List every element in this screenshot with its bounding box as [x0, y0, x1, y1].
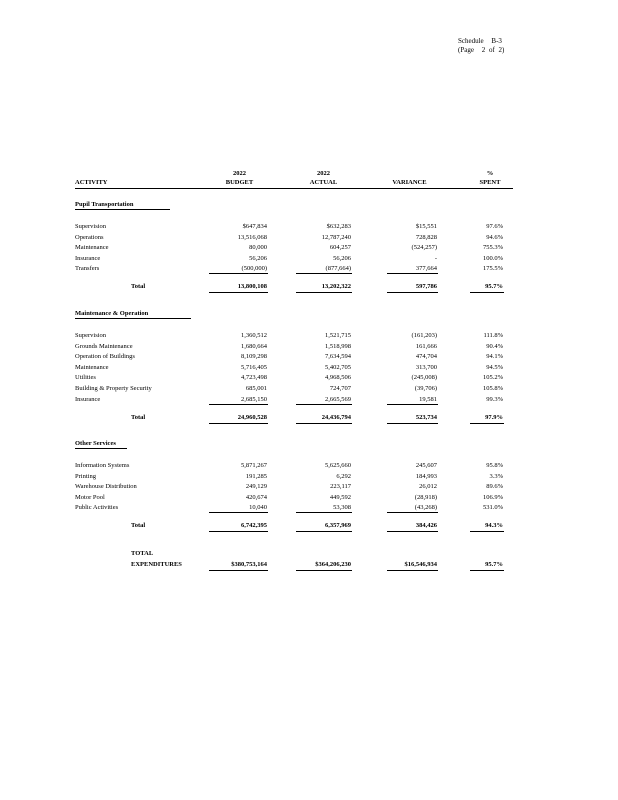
row-budget: 10,040 [249, 504, 267, 512]
row-budget: 4,723,498 [241, 374, 267, 382]
total-rule [209, 292, 268, 293]
subtotal-rule [387, 273, 438, 274]
page-total: 2) [498, 46, 505, 54]
row-actual: 56,206 [333, 254, 351, 262]
total-variance: 384,426 [415, 522, 437, 530]
row-variance: 19,581 [419, 395, 437, 403]
total-rule [470, 531, 504, 532]
section-title-underline [75, 209, 170, 210]
total-spent: 94.3% [485, 522, 503, 530]
row-variance: (245,008) [411, 374, 437, 382]
row-variance: (161,203) [411, 332, 437, 339]
column-budget-year: 2022 [233, 170, 246, 177]
subtotal-rule [209, 404, 268, 405]
grand-total-label: TOTAL [131, 550, 154, 557]
row-label: Maintenance [75, 244, 109, 252]
row-actual: 724,707 [329, 385, 351, 392]
row-variance: 184,993 [415, 472, 437, 480]
row-spent: 111.8% [483, 332, 503, 339]
row-actual: 4,968,506 [325, 374, 351, 382]
row-actual: 7,634,594 [325, 353, 351, 361]
row-budget: 1,680,664 [241, 342, 267, 350]
row-spent: 90.4% [486, 342, 503, 350]
row-spent: 3.3% [489, 472, 503, 480]
row-spent: 99.3% [486, 395, 503, 403]
schedule-id: B-3 [491, 37, 502, 45]
grand-total-rule [209, 570, 268, 571]
row-spent: 94.6% [486, 233, 503, 241]
row-variance: 26,012 [419, 483, 437, 491]
grand-total-rule [470, 570, 504, 571]
row-spent: 89.6% [486, 483, 503, 491]
column-actual: ACTUAL [309, 179, 338, 186]
row-budget: 685,001 [245, 385, 267, 392]
total-label: Total [131, 283, 146, 291]
total-spent: 95.7% [485, 283, 503, 291]
row-label: Motor Pool [75, 493, 105, 501]
total-label: Total [131, 413, 146, 421]
row-variance: 313,700 [415, 363, 437, 371]
row-budget: 8,109,298 [241, 353, 267, 361]
schedule-label: Schedule [458, 37, 484, 45]
row-budget: 5,716,405 [241, 363, 267, 371]
row-spent: 755.3% [482, 244, 503, 252]
header-rule [75, 188, 513, 189]
total-label: Total [131, 522, 146, 530]
total-rule [296, 292, 352, 293]
subtotal-rule [296, 273, 352, 274]
row-label: Supervision [75, 223, 107, 230]
total-rule [209, 531, 268, 532]
row-spent: 175.5% [482, 265, 503, 273]
total-variance: 597,786 [415, 283, 437, 291]
row-actual: $632,283 [326, 223, 351, 230]
grand-total-rule [387, 570, 438, 571]
total-rule [387, 423, 438, 424]
subtotal-rule [387, 512, 438, 513]
schedule-line [458, 37, 518, 46]
row-budget: 80,000 [249, 244, 267, 252]
row-spent: 94.5% [486, 363, 503, 371]
row-variance: (43,268) [414, 504, 437, 512]
row-variance: (28,918) [414, 493, 437, 501]
row-variance: 377,664 [415, 265, 437, 273]
total-rule [209, 423, 268, 424]
row-spent: 100.0% [482, 254, 503, 262]
page-label: (Page [458, 46, 474, 54]
total-rule [470, 423, 504, 424]
grand-total-rule [296, 570, 352, 571]
row-variance: 728,828 [415, 233, 437, 241]
row-label: Insurance [75, 395, 101, 403]
row-actual: 5,402,705 [325, 363, 351, 371]
total-rule [296, 423, 352, 424]
column-actual-year: 2022 [317, 170, 330, 177]
row-actual: 12,787,240 [321, 233, 351, 241]
column-spent-pct: % [486, 170, 494, 177]
row-label: Operations [75, 233, 104, 241]
row-label: Warehouse Distribution [75, 483, 137, 491]
section-title-underline [75, 448, 127, 449]
section-title: Maintenance & Operation [75, 310, 149, 317]
row-variance: $15,551 [415, 223, 437, 230]
row-budget: 249,129 [245, 483, 267, 491]
row-variance: (39,706) [414, 385, 437, 392]
row-spent: 106.9% [482, 493, 503, 501]
row-budget: 1,360,512 [241, 332, 267, 339]
row-variance: 245,607 [415, 462, 437, 469]
row-budget: 56,206 [249, 254, 267, 262]
row-variance: 474,704 [415, 353, 437, 361]
section-title-underline [75, 318, 191, 319]
row-label: Insurance [75, 254, 101, 262]
column-spent: SPENT [479, 179, 501, 186]
section-title: Other Services [75, 440, 116, 447]
row-actual: (877,664) [325, 265, 351, 273]
row-actual: 1,518,998 [325, 342, 351, 350]
row-variance: 161,666 [415, 342, 437, 350]
grand-total-label-2: EXPENDITURES [131, 561, 182, 568]
row-label: Operation of Buildings [75, 353, 135, 361]
total-rule [387, 292, 438, 293]
row-actual: 604,257 [329, 244, 351, 252]
page-indicator [458, 46, 518, 55]
row-spent: 97.6% [486, 223, 503, 230]
total-rule [470, 292, 504, 293]
row-label: Supervision [75, 332, 107, 339]
total-budget: 13,800,108 [237, 283, 267, 291]
grand-total-actual: $364,206,230 [315, 561, 351, 568]
row-spent: 105.2% [482, 374, 503, 382]
row-label: Printing [75, 472, 96, 480]
subtotal-rule [296, 404, 352, 405]
section-title: Pupil Transportation [75, 201, 134, 208]
page-number: 2 [481, 46, 486, 54]
total-actual: 6,357,969 [325, 522, 351, 530]
row-budget: 191,285 [245, 472, 267, 480]
column-variance: VARIANCE [392, 179, 427, 186]
row-budget: 13,516,068 [237, 233, 267, 241]
row-budget: 5,871,267 [241, 462, 267, 469]
page-of: of [488, 46, 495, 54]
row-actual: 2,665,569 [325, 395, 351, 403]
row-label: Information Systems [75, 462, 130, 469]
total-spent: 97.9% [485, 413, 503, 421]
row-actual: 6,292 [336, 472, 351, 480]
row-spent: 105.8% [482, 385, 503, 392]
row-spent: 95.8% [486, 462, 503, 469]
row-actual: 449,592 [329, 493, 351, 501]
total-budget: 6,742,395 [241, 522, 267, 530]
row-budget: 2,685,150 [241, 395, 267, 403]
row-budget: $647,834 [242, 223, 267, 230]
grand-total-budget: $380,753,164 [231, 561, 267, 568]
total-actual: 13,202,322 [321, 283, 351, 291]
grand-total-spent: 95.7% [485, 561, 503, 568]
subtotal-rule [387, 404, 438, 405]
schedule-header [458, 37, 518, 55]
row-label: Transfers [75, 265, 100, 273]
row-label: Grounds Maintenance [75, 342, 133, 350]
row-label: Building & Property Security [75, 385, 152, 392]
total-actual: 24,436,794 [321, 413, 351, 421]
row-variance: - [434, 254, 437, 262]
row-label: Public Activities [75, 504, 119, 512]
row-actual: 53,308 [333, 504, 351, 512]
total-rule [387, 531, 438, 532]
row-actual: 1,521,715 [325, 332, 351, 339]
row-spent: 531.0% [482, 504, 503, 512]
total-rule [296, 531, 352, 532]
total-budget: 24,960,528 [237, 413, 267, 421]
row-label: Utilities [75, 374, 96, 382]
subtotal-rule [209, 512, 268, 513]
column-budget: BUDGET [225, 179, 254, 186]
grand-total-variance: $16,546,934 [404, 561, 437, 568]
subtotal-rule [209, 273, 268, 274]
row-budget: 420,674 [245, 493, 267, 501]
column-activity: ACTIVITY [75, 179, 108, 186]
row-budget: (500,000) [241, 265, 267, 273]
row-spent: 94.1% [486, 353, 503, 361]
subtotal-rule [296, 512, 352, 513]
row-actual: 5,625,660 [325, 462, 351, 469]
row-actual: 223,117 [330, 483, 351, 491]
row-variance: (524,257) [411, 244, 437, 252]
row-label: Maintenance [75, 363, 109, 371]
total-variance: 523,734 [415, 413, 437, 421]
